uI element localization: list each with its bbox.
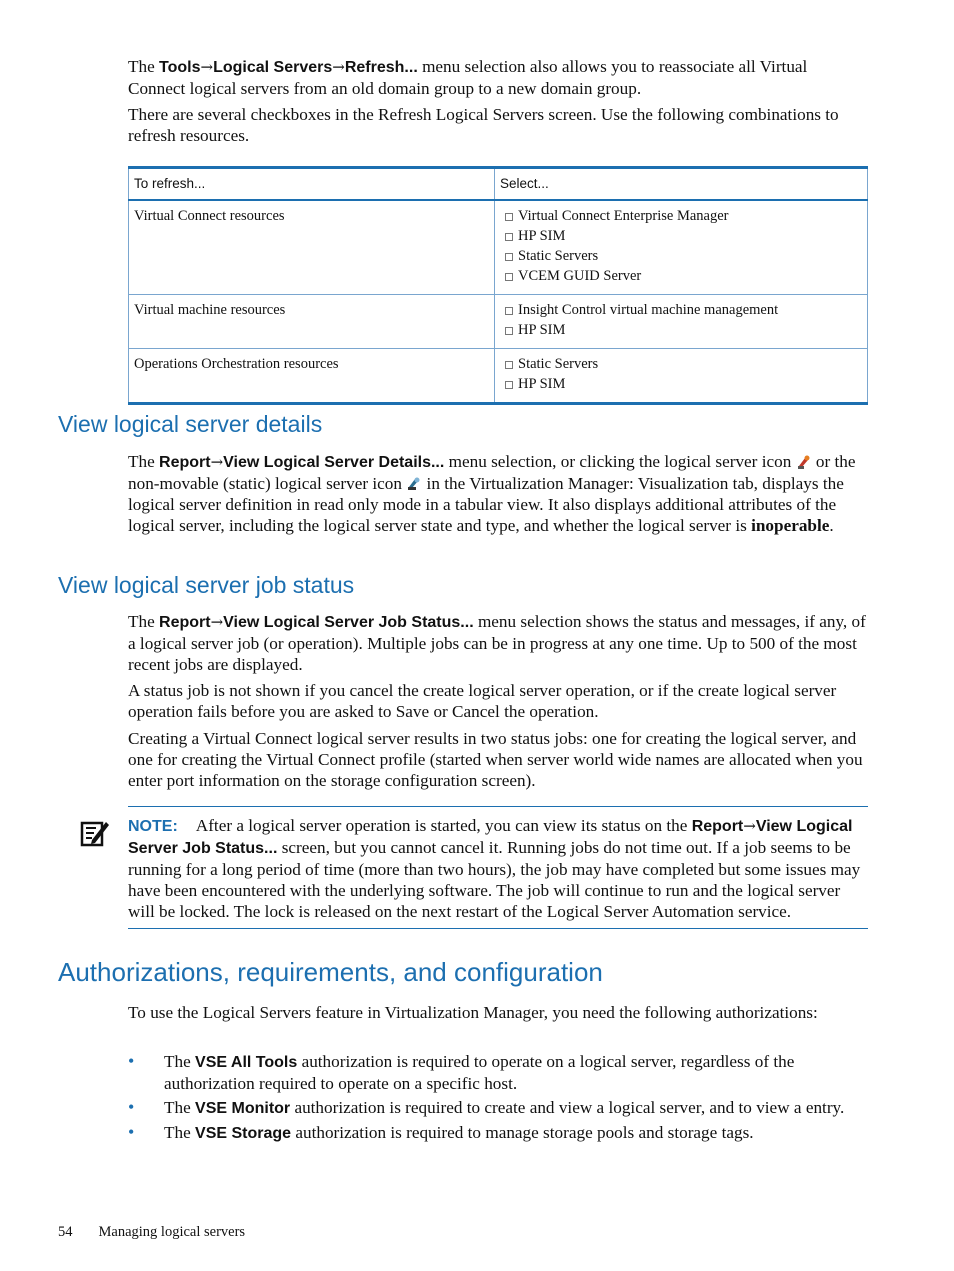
menu-arrow: → (332, 58, 345, 76)
list-item: HP SIM (500, 226, 862, 246)
list-item: Static Servers (500, 246, 862, 266)
menu-refresh: Refresh... (344, 59, 418, 76)
menu-view-logical-server-job-status: View Logical Server Job Status... (223, 614, 474, 631)
menu-report: Report (691, 818, 744, 835)
checkbox-icon (505, 253, 513, 261)
table-row (129, 349, 868, 404)
menu-view-logical-server-details: View Logical Server Details... (223, 454, 445, 471)
menu-report: Report (159, 614, 211, 631)
bullet-icon: • (128, 1122, 135, 1142)
checkbox-icon (505, 381, 513, 389)
note-icon (80, 818, 110, 848)
auth-list (128, 1051, 868, 1147)
checkbox-icon (505, 307, 513, 315)
menu-arrow: → (200, 58, 214, 76)
checkbox-icon (505, 233, 513, 241)
job-paragraph-2: A status job is not shown if you cancel the create logical server operation, or if the create logical server operation fails before you are asked to Save or Cancel the operation. (128, 681, 837, 721)
page-number: 54 (58, 1224, 73, 1240)
table-cell-resource: Virtual Connect resources (129, 200, 495, 295)
list-item: Insight Control virtual machine management (500, 300, 862, 320)
table-cell-options (495, 295, 868, 349)
checkbox-icon (505, 361, 513, 369)
auth-intro: To use the Logical Servers feature in Virtualization Manager, you need the following authorizations: (128, 1003, 818, 1022)
heading-authorizations: Authorizations, requirements, and configuration (58, 957, 603, 987)
heading-view-logical-server-details: View logical server details (58, 411, 323, 437)
list-item: • The VSE Monitor authorization is required to create and view a logical server, and to view a entry. (128, 1097, 845, 1117)
bullet-icon: • (128, 1051, 135, 1071)
list-item: Virtual Connect Enterprise Manager (500, 206, 862, 226)
table-cell-options (495, 349, 868, 404)
menu-arrow: → (210, 613, 224, 631)
page-footer (58, 1222, 271, 1243)
table-cell-options (495, 200, 868, 295)
menu-report: Report (159, 454, 211, 471)
refresh-combinations-table (128, 166, 868, 405)
note-box: NOTE: After a logical server operation is started, you can view its status on the Report→View Logical Server Job Status... screen, but you cannot cancel it. Running jobs do not time out. If a job seems to be running for a long period of time (more than two hours), the job may have completed but some issues may have been encountered with the underlying software. The job will continue to run and the logical server will be locked. The lock is released on the next restart of the Logical Server Automation service. (128, 806, 868, 929)
menu-arrow: → (210, 453, 224, 471)
intro-paragraph-2: There are several checkboxes in the Refresh Logical Servers screen. Use the following combinations to refresh resources. (128, 105, 839, 145)
bullet-icon: • (128, 1097, 135, 1117)
logical-server-icon (796, 454, 812, 470)
table-row (129, 200, 868, 295)
menu-logical-servers: Logical Servers (213, 59, 333, 76)
list-item: HP SIM (500, 320, 862, 340)
chapter-title: Managing logical servers (98, 1224, 246, 1240)
list-item: • The VSE Storage authorization is required to manage storage pools and storage tags. (128, 1122, 754, 1142)
table-cell-resource: Operations Orchestration resources (129, 349, 495, 404)
checkbox-icon (505, 273, 513, 281)
menu-view-logical-server-job-status: View Logical Server Job Status... (128, 818, 853, 857)
list-item: VCEM GUID Server (500, 266, 862, 286)
details-paragraph: The Report→View Logical Server Details... menu selection, or clicking the logical server icon or the non-movable (static) logical server icon in the Virtualization Manager: Visualization tab, displays the logical server definition in read only mode in a tabular view. It also displays additional attributes of the logical server, including the logical server state and type, and whether the logical server is inoperable. (128, 452, 856, 535)
table-cell-resource: Virtual machine resources (129, 295, 495, 349)
intro-paragraph-1: The Tools→Logical Servers→Refresh... menu selection also allows you to reassociate all Virtual Connect logical servers from an old domain group to a new domain group. (128, 57, 808, 98)
table-header-row (129, 168, 868, 201)
note-label: NOTE: (128, 818, 178, 835)
table-header-select: Select... (495, 168, 868, 201)
static-logical-server-icon (406, 476, 422, 492)
job-paragraph-3: Creating a Virtual Connect logical server results in two status jobs: one for creating the logical server, and one for creating the Virtual Connect profile (started when server world wide names are allocated when you enter port information on the storage configuration screen). (128, 729, 863, 790)
menu-arrow: → (743, 817, 756, 835)
heading-view-logical-server-job-status: View logical server job status (58, 572, 355, 598)
job-paragraph-1: The Report→View Logical Server Job Status... menu selection shows the status and messages, if any, of a logical server job (or operation). Multiple jobs can be in progress at any one time. Up to 500 of the most recent jobs are displayed. (128, 612, 866, 674)
checkbox-icon (505, 213, 513, 221)
table-header-to-refresh: To refresh... (129, 168, 495, 201)
checkbox-icon (505, 327, 513, 335)
list-item: HP SIM (500, 374, 862, 394)
menu-tools: Tools (159, 59, 201, 76)
table-row (129, 295, 868, 349)
list-item: Static Servers (500, 354, 862, 374)
list-item: • The VSE All Tools authorization is required to operate on a logical server, regardless of the authorization required to operate on a specific host. (128, 1051, 795, 1093)
